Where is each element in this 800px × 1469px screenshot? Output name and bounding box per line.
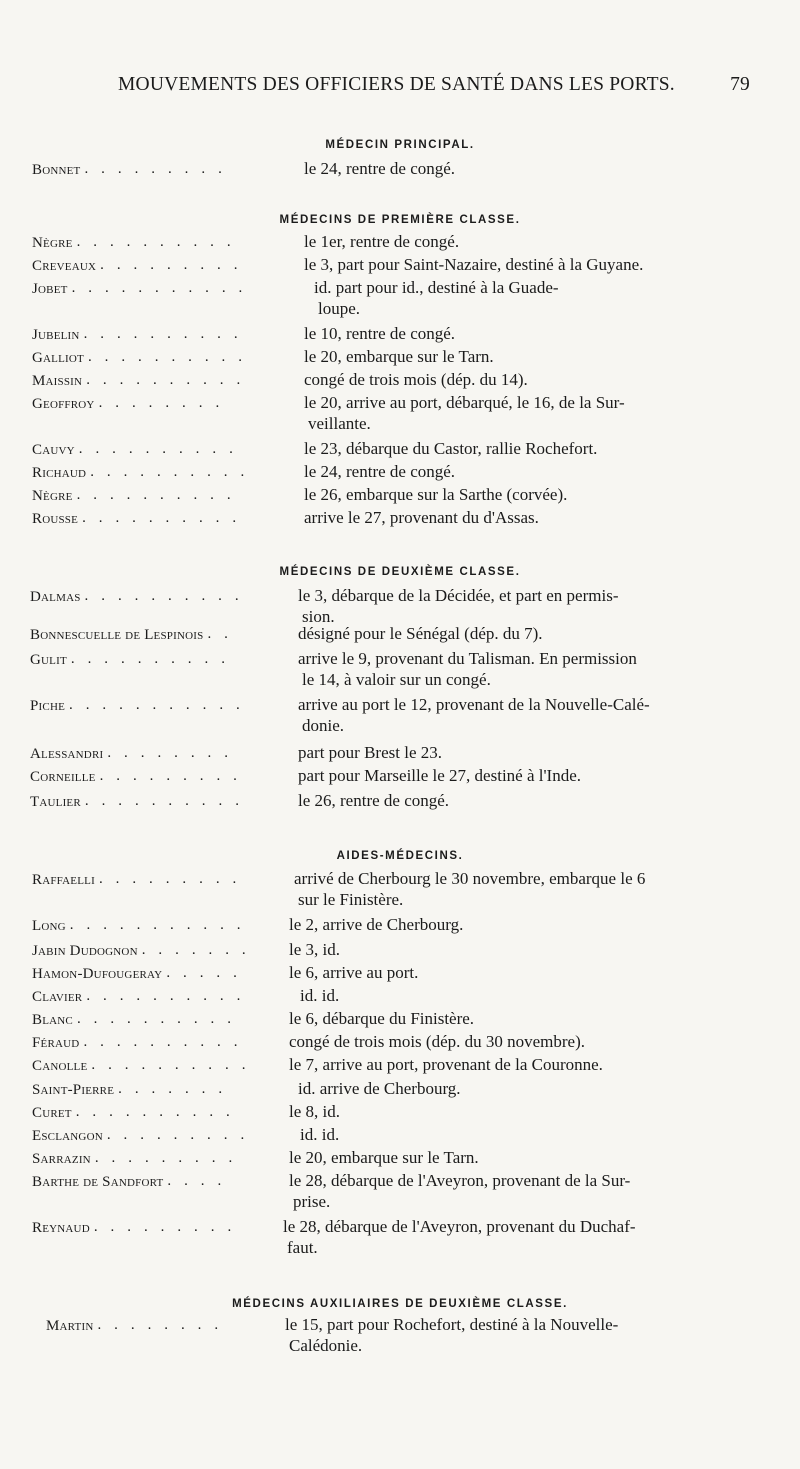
leader-dots: . . . . . . . . . . <box>75 1104 235 1120</box>
movement-text <box>300 985 752 1006</box>
section-heading: MÉDECINS AUXILIAIRES DE DEUXIÈME CLASSE. <box>232 1298 568 1310</box>
movement-line: le 26, embarque sur la Sarthe (corvée). <box>304 485 568 504</box>
movement-line: id. id. <box>300 1125 340 1144</box>
movement-text <box>289 1054 752 1075</box>
movement-text <box>298 1078 752 1099</box>
movement-text <box>298 765 752 786</box>
officer-name: Dalmas <box>30 589 81 605</box>
movement-text <box>304 346 752 367</box>
movement-line: congé de trois mois (dép. du 30 novembre). <box>289 1032 586 1051</box>
officer-name: Maissin <box>32 373 83 389</box>
movement-line: le 26, rentre de congé. <box>298 791 450 810</box>
leader-dots: . . . . . . . . . . . <box>69 917 246 933</box>
movement-line: part pour Brest le 23. <box>298 743 442 762</box>
leader-dots: . . . . . . . . . . <box>86 372 245 388</box>
officer-name: Blanc <box>32 1012 73 1028</box>
officer-name: Bonnet <box>32 162 81 178</box>
officer-name: Long <box>32 918 66 934</box>
officer-name: Barthe de Sandfort <box>32 1174 164 1190</box>
leader-dots: . . . . . . . . . <box>98 871 241 887</box>
officer-name: Clavier <box>32 989 83 1005</box>
leader-dots: . . . . . . . . . . <box>76 1011 236 1027</box>
leader-dots: . . . . . . . . . <box>84 161 227 177</box>
leader-dots: . . . . . . . . . . <box>87 349 247 365</box>
page-header <box>118 74 750 104</box>
officer-name: Geoffroy <box>32 396 95 412</box>
leader-dots: . . <box>207 626 233 642</box>
movement-line: congé de trois mois (dép. du 14). <box>304 370 528 389</box>
movement-line: arrive le 27, provenant du d'Assas. <box>304 508 539 527</box>
leader-dots: . . . . . . . . . . <box>76 487 236 503</box>
movement-line: sur le Finistère. <box>298 890 404 909</box>
movement-line: arrivé de Cherbourg le 30 novembre, embarque le 6 <box>294 869 646 888</box>
movement-text <box>283 1216 752 1258</box>
officer-name: Hamon-Dufougeray <box>32 966 163 982</box>
section-heading: AIDES-MÉDECINS. <box>336 850 464 862</box>
movement-line: le 23, débarque du Castor, rallie Rochefort. <box>304 439 598 458</box>
movement-text <box>298 623 752 644</box>
officer-name: Galliot <box>32 350 84 366</box>
movement-text <box>304 254 752 275</box>
movement-line: part pour Marseille le 27, destiné à l'Inde. <box>298 766 581 785</box>
officer-name: Cauvy <box>32 442 75 458</box>
movement-line: le 6, arrive au port. <box>289 963 419 982</box>
movement-line: le 28, débarque de l'Aveyron, provenant de la Sur- <box>289 1171 631 1190</box>
movement-line: le 8, id. <box>289 1102 340 1121</box>
officer-name: Sarrazin <box>32 1151 91 1167</box>
movement-line: id. id. <box>300 986 340 1005</box>
movement-text <box>289 1170 752 1212</box>
leader-dots: . . . . . . . . . . <box>84 793 244 809</box>
movement-text <box>304 231 752 252</box>
movement-text <box>304 507 752 528</box>
movement-text <box>285 1314 752 1356</box>
leader-dots: . . . . . . . . . <box>99 768 242 784</box>
page-number: 79 <box>730 74 750 95</box>
section-heading: MÉDECIN PRINCIPAL. <box>325 139 475 151</box>
movement-line: le 14, à valoir sur un congé. <box>302 670 491 689</box>
movement-text <box>289 962 752 983</box>
movement-line: désigné pour le Sénégal (dép. du 7). <box>298 624 543 643</box>
leader-dots: . . . . . . . . . . <box>76 234 236 250</box>
leader-dots: . . . . . . . . . <box>106 1127 249 1143</box>
leader-dots: . . . . . . . . . . <box>86 988 245 1004</box>
officer-name: Richaud <box>32 465 87 481</box>
officer-name: Creveaux <box>32 258 97 274</box>
officer-name: Martin <box>46 1318 94 1334</box>
movement-text <box>298 648 752 690</box>
movement-line: Calédonie. <box>289 1336 363 1355</box>
leader-dots: . . . . . . . . . . <box>84 588 244 604</box>
movement-line: arrive au port le 12, provenant de la Nouvelle-Calé- <box>298 695 650 714</box>
leader-dots: . . . . . . . . . . <box>82 510 241 526</box>
movement-text <box>314 277 752 319</box>
leader-dots: . . . . . . . . . . . <box>71 280 247 296</box>
leader-dots: . . . . . . . . . . <box>83 326 243 342</box>
movement-text <box>304 438 752 459</box>
leader-dots: . . . . . . . . . <box>100 257 243 273</box>
movement-line: arrive le 9, provenant du Talisman. En permission <box>298 649 637 668</box>
movement-line: le 20, arrive au port, débarqué, le 16, de la Sur- <box>304 393 625 412</box>
officer-name: Piche <box>30 698 66 714</box>
movement-text <box>289 1031 752 1052</box>
movement-line: veillante. <box>308 414 371 433</box>
movement-text <box>304 461 752 482</box>
movement-line: prise. <box>293 1192 331 1211</box>
officer-name: Reynaud <box>32 1220 90 1236</box>
movement-line: le 6, débarque du Finistère. <box>289 1009 475 1028</box>
movement-line: le 2, arrive de Cherbourg. <box>289 915 464 934</box>
movement-line: le 20, embarque sur le Tarn. <box>304 347 494 366</box>
leader-dots: . . . . . . . <box>118 1081 227 1097</box>
officer-name: Jubelin <box>32 327 80 343</box>
movement-text <box>298 790 752 811</box>
movement-line: le 3, débarque de la Décidée, et part en permis- <box>298 586 619 605</box>
movement-text <box>294 868 752 910</box>
movement-line: le 10, rentre de congé. <box>304 324 456 343</box>
movement-line: le 3, part pour Saint-Nazaire, destiné à la Guyane. <box>304 255 644 274</box>
leader-dots: . . . . . . . . <box>107 745 233 761</box>
movement-text <box>298 585 752 627</box>
officer-name: Féraud <box>32 1035 80 1051</box>
leader-dots: . . . . . . . . . . <box>90 464 249 480</box>
officer-name: Corneille <box>30 769 96 785</box>
movement-line: le 15, part pour Rochefort, destiné à la Nouvelle- <box>285 1315 619 1334</box>
leader-dots: . . . . . . . . . <box>94 1150 237 1166</box>
movement-text <box>289 1008 752 1029</box>
movement-line: id. part pour id., destiné à la Guade- <box>314 278 559 297</box>
movement-line: le 24, rentre de congé. <box>304 159 456 178</box>
movement-line: le 20, embarque sur le Tarn. <box>289 1148 479 1167</box>
leader-dots: . . . . <box>167 1173 226 1189</box>
officer-name: Raffaelli <box>32 872 95 888</box>
movement-text <box>289 1147 752 1168</box>
leader-dots: . . . . . . . . <box>97 1317 223 1333</box>
movement-line: sion. <box>302 607 335 626</box>
movement-line: faut. <box>287 1238 318 1257</box>
section-heading: MÉDECINS DE DEUXIÈME CLASSE. <box>279 566 521 578</box>
movement-text <box>300 1124 752 1145</box>
officer-name: Rousse <box>32 511 79 527</box>
officer-name: Canolle <box>32 1058 88 1074</box>
section-heading: MÉDECINS DE PREMIÈRE CLASSE. <box>279 214 521 226</box>
movement-text <box>304 323 752 344</box>
officer-name: Curet <box>32 1105 72 1121</box>
leader-dots: . . . . . . . <box>141 942 251 958</box>
movement-line: donie. <box>302 716 345 735</box>
movement-text <box>298 742 752 763</box>
leader-dots: . . . . . . . . . . <box>78 441 238 457</box>
movement-line: le 24, rentre de congé. <box>304 462 456 481</box>
leader-dots: . . . . . . . . . . . <box>69 697 245 713</box>
leader-dots: . . . . . . . . <box>98 395 224 411</box>
leader-dots: . . . . . . . . . . <box>70 651 230 667</box>
officer-name: Gulit <box>30 652 67 668</box>
movement-text <box>304 369 752 390</box>
movement-line: le 7, arrive au port, provenant de la Couronne. <box>289 1055 603 1074</box>
movement-text <box>289 939 752 960</box>
officer-name: Saint-Pierre <box>32 1082 115 1098</box>
movement-text <box>304 484 752 505</box>
officer-name: Nègre <box>32 235 73 251</box>
movement-text <box>298 694 752 736</box>
officer-name: Taulier <box>30 794 81 810</box>
leader-dots: . . . . . . . . . . <box>91 1057 251 1073</box>
leader-dots: . . . . . . . . . <box>93 1219 236 1235</box>
leader-dots: . . . . . . . . . . <box>83 1034 243 1050</box>
officer-name: Nègre <box>32 488 73 504</box>
officer-name: Alessandri <box>30 746 104 762</box>
movement-text <box>289 914 752 935</box>
officer-name: Esclangon <box>32 1128 103 1144</box>
movement-text <box>304 392 752 434</box>
movement-line: loupe. <box>318 299 361 318</box>
movement-text <box>304 158 752 179</box>
movement-line: le 3, id. <box>289 940 340 959</box>
movement-line: le 1er, rentre de congé. <box>304 232 460 251</box>
movement-text <box>289 1101 752 1122</box>
movement-line: le 28, débarque de l'Aveyron, provenant du Duchaf- <box>283 1217 636 1236</box>
officer-name: Bonnescuelle de Lespinois <box>30 627 204 643</box>
officer-name: Jabin Dudognon <box>32 943 138 959</box>
leader-dots: . . . . . <box>166 965 242 981</box>
running-title: MOUVEMENTS DES OFFICIERS DE SANTÉ DANS LES PORTS. <box>118 74 675 95</box>
officer-name: Jobet <box>32 281 68 297</box>
movement-line: id. arrive de Cherbourg. <box>298 1079 461 1098</box>
